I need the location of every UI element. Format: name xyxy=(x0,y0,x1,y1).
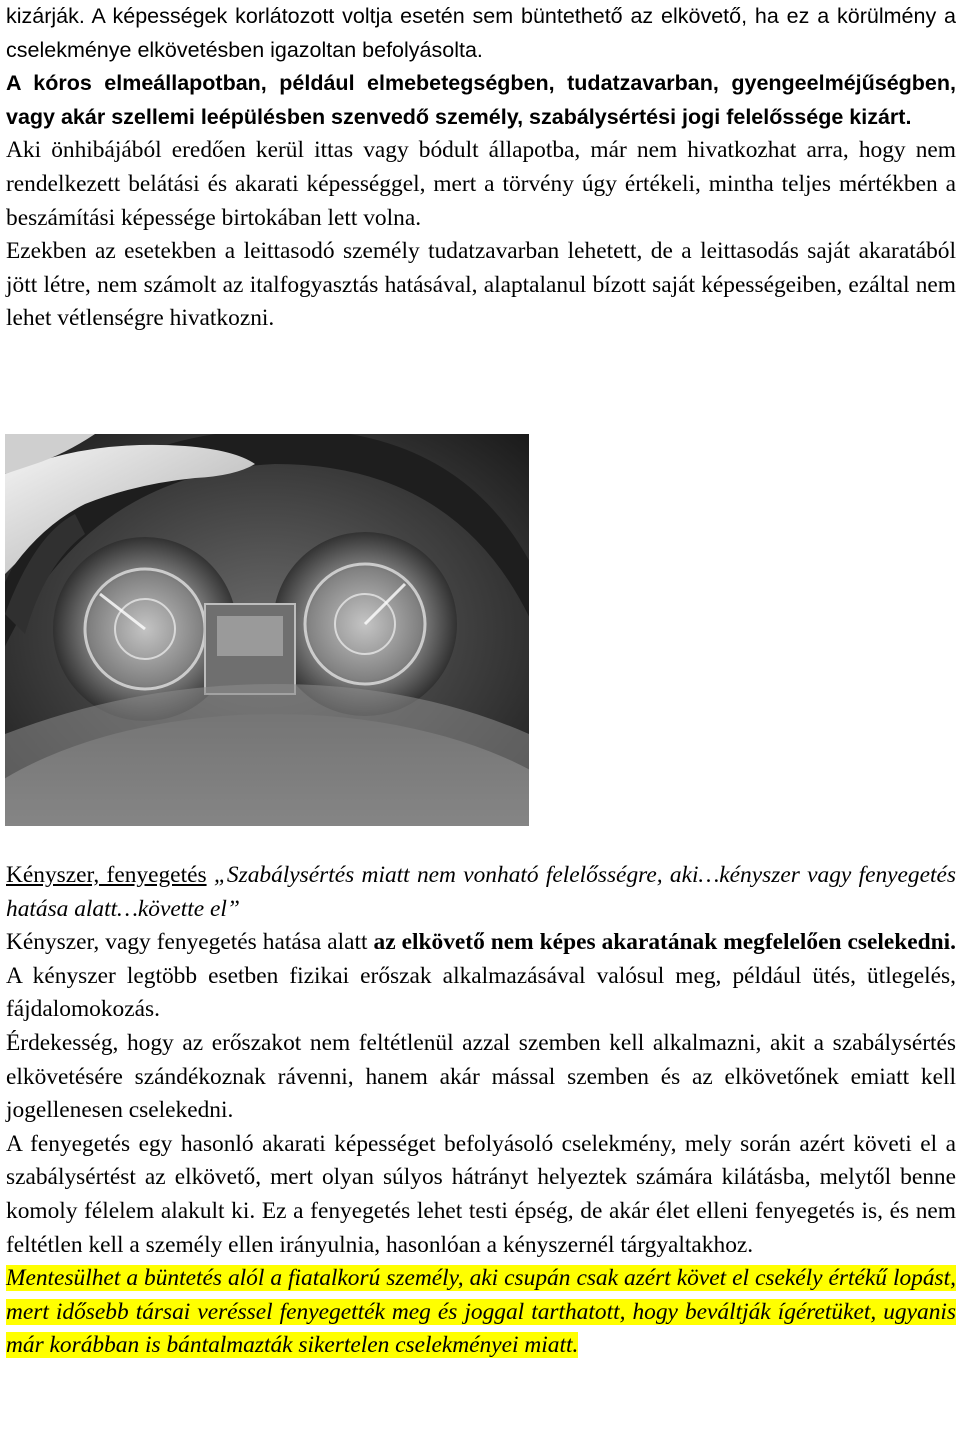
paragraph-threat: A fenyegetés egy hasonló akarati képességet befolyásoló cselekmény, mely során azért követi el a szabálysértést az elkövető, mert olyan súlyos hátrányt helyeztek számára kilátásba, melytől benne komoly félelem alakult ki. Ez a fenyegetés lehet testi épség, de akár élet elleni fenyegetés is, és nem feltétlen kell a személy ellen irányulnia, hasonlóan a kényszernél tárgyaltakhoz. xyxy=(6,1130,956,1258)
highlighted-text: Mentesülhet a büntetés alól a fiatalkorú személy, aki csupán csak azért követ el csekély értékű lopást, mert idősebb társai veréssel fenyegették meg és joggal tarthatott, hogy beváltják ígéretüket, ugyanis már korábban is bántalmazták sikertelen cselekményei miatt. xyxy=(6,1265,956,1359)
coercion-text-end: A kényszer legtöbb esetben fizikai erőszak alkalmazásával valósul meg, például ütés, ütlegelés, fájdalomokozás. xyxy=(6,962,956,1023)
paragraph-mental-state: A kóros elmeállapotban, például elmebetegségben, tudatzavarban, gyengeelméjűségben, vagy akár szellemi leépülésben szenvedő személy, szabálysértési jogi felelőssége kizárt. xyxy=(6,71,956,129)
steering-wheel-dashboard-photo xyxy=(5,434,529,826)
paragraph-coercion-definition xyxy=(6,926,956,1027)
paragraph-coercion-note: Érdekesség, hogy az erőszakot nem feltétlenül azzal szemben kell alkalmazni, akit a szabálysértés elkövetésére szándékoznak rávenni, hanem akár mással szemben és az elkövetőnek emiatt kell jogellenesen cselekedni. xyxy=(6,1029,956,1124)
paragraph-intoxication-cases: Ezekben az esetekben a leittasodó személy tudatzavarban lehetett, de a leittasodás saját akaratából jött létre, nem számolt az italfogyasztás hatásával, alaptalanul bízott saját képességeiben, ezáltal nem lehet vétlenségre hivatkozni. xyxy=(6,238,956,332)
paragraph-highlight-example xyxy=(6,1262,956,1363)
coercion-text-start: Kényszer, vagy fenyegetés hatása alatt xyxy=(6,929,374,956)
heading-coercion-quote: „Szabálysértés miatt nem vonható felelősségre, aki…kényszer vagy fenyegetés hatása alatt…követte el” xyxy=(6,862,956,922)
heading-coercion xyxy=(6,859,956,926)
paragraph-intoxication: Aki önhibájából eredően kerül ittas vagy bódult állapotba, már nem hivatkozhat arra, hogy nem rendelkezett belátási és akarati képességgel, mert a törvény úgy értékeli, mintha teljes mértékben a beszámítási képessége birtokában lett volna. xyxy=(6,137,956,231)
paragraph-capability: kizárják. A képességek korlátozott voltja esetén sem büntethető az elkövető, ha ez a körülmény a cselekménye elkövetésben igazoltan befolyásolta. xyxy=(6,4,956,62)
coercion-text-bold: az elkövető nem képes akaratának megfelelően cselekedni. xyxy=(373,929,956,956)
section-coercion xyxy=(6,859,956,1363)
heading-coercion-title: Kényszer, fenyegetés xyxy=(6,862,207,888)
document-page xyxy=(6,0,956,336)
